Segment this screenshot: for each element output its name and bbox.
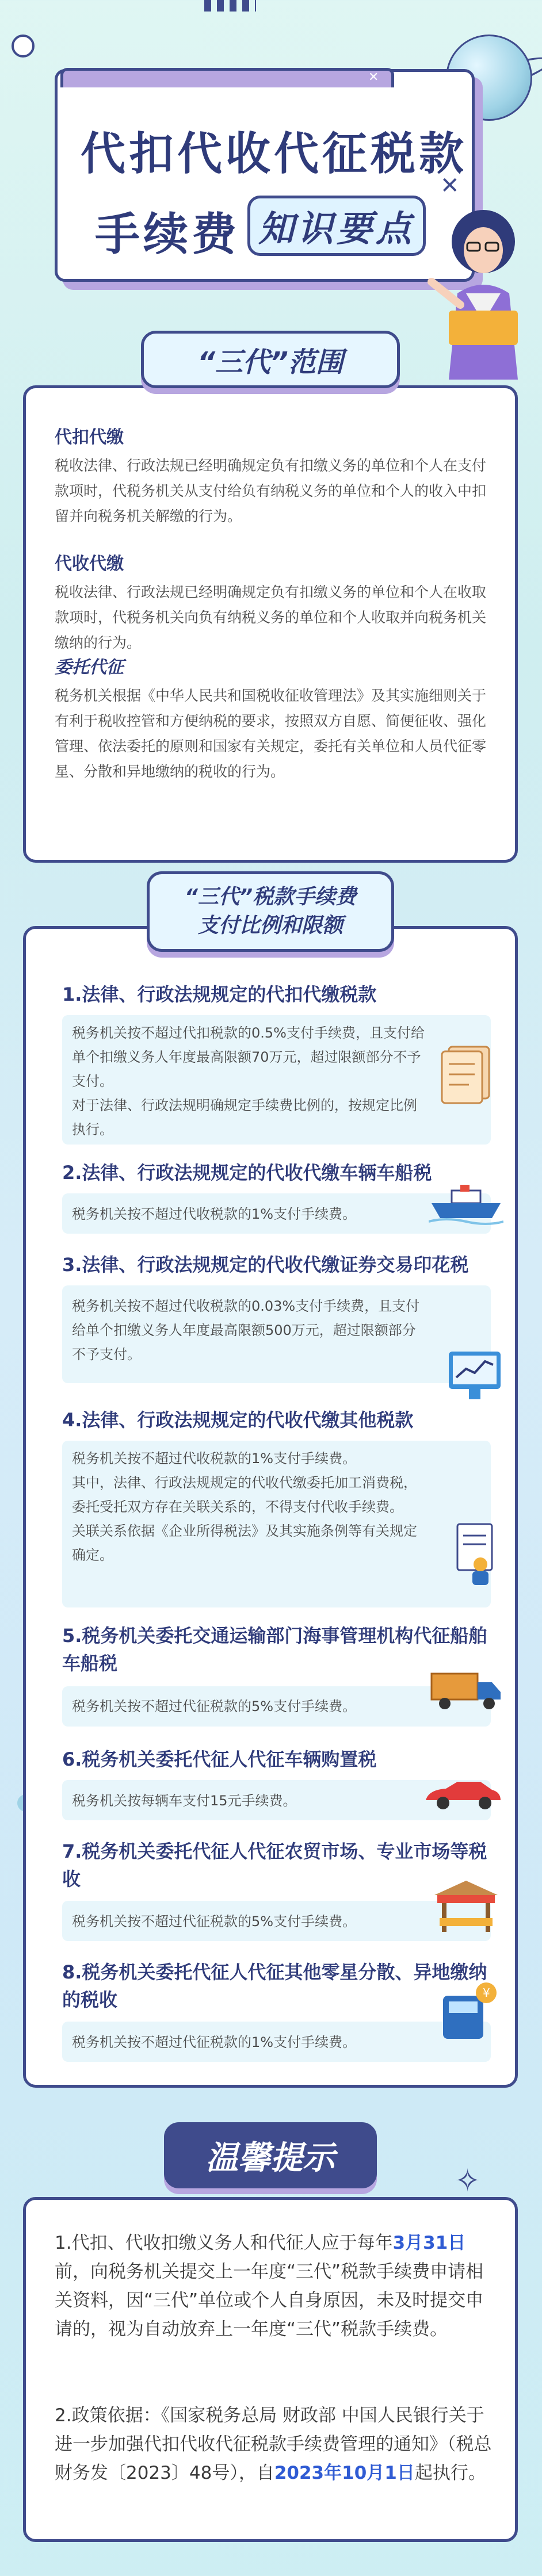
ship-icon bbox=[429, 1185, 503, 1225]
tip1-deadline: 3月31日 bbox=[392, 2233, 466, 2253]
item-text: 税务机关按不超过代征税款的5%支付手续费。 bbox=[72, 1698, 357, 1714]
title-tab bbox=[60, 68, 394, 87]
item-title: 8.税务机关委托代征人代征其他零星分散、异地缴纳的税收 bbox=[62, 1961, 487, 2011]
market-stall-icon bbox=[432, 1878, 501, 1935]
item-title: 3.法律、行政法规规定的代收代缴证券交易印花税 bbox=[62, 1254, 469, 1276]
item-title: 7.税务机关委托代征人代征农贸市场、专业市场等税收 bbox=[62, 1840, 487, 1890]
tip-paragraph-1 bbox=[55, 2229, 492, 2344]
section-heading-tips: 温馨提示 bbox=[164, 2122, 377, 2188]
item-text: 税务机关按不超过代收税款的0.03%支付手续费，且支付给单个扣缴义务人年度最高限额500万元，超过限额部分不予支付。 bbox=[72, 1298, 420, 1362]
item-text: 税收法律、行政法规已经明确规定负有扣缴义务的单位和个人在收取款项时，代税务机关向负有纳税义务的单位和个人收取并向税务机关缴纳的行为。 bbox=[55, 584, 487, 651]
item-text: 税收法律、行政法规已经明确规定负有扣缴义务的单位和个人在支付款项时，代税务机关从支付给负有纳税义务的单位和个人的收入中扣留并向税务机关解缴的行为。 bbox=[55, 457, 487, 525]
item-text: 税务机关按不超过代征税款的5%支付手续费。 bbox=[72, 1913, 357, 1930]
tip2-text-b: 起执行。 bbox=[414, 2463, 486, 2483]
item-title: 1.法律、行政法规规定的代扣代缴税款 bbox=[62, 983, 377, 1005]
item-title: 2.法律、行政法规规定的代收代缴车辆车船税 bbox=[62, 1162, 432, 1184]
section-heading-line2: 支付比例和限额 bbox=[197, 914, 343, 937]
item-text: 税务机关按不超过代征税款的1%支付手续费。 bbox=[72, 2034, 357, 2050]
page-title-line1: 代扣代收代征税款 bbox=[81, 128, 468, 180]
item-text: 税务机关按不超过代收税款的1%支付手续费。 其中，法律、行政法规规定的代收代缴委托加工消费税，委托受托双方存在关联关系的，不得支付代收手续费。 关联关系依据《企业所得税法》及其实施条例等有关规定确定。 bbox=[72, 1450, 417, 1563]
chart-screen-icon bbox=[446, 1349, 509, 1406]
sparkle-icon: ✧ bbox=[455, 2162, 481, 2199]
notepad-icon bbox=[437, 1041, 495, 1104]
car-icon bbox=[423, 1777, 503, 1812]
truck-icon bbox=[429, 1668, 503, 1714]
title-badge: 知识要点 bbox=[247, 196, 426, 256]
tip1-text-a: 1.代扣、代收扣缴义务人和代征人应于每年 bbox=[55, 2233, 393, 2253]
section-heading-line1: “三代”税款手续费 bbox=[184, 885, 357, 909]
item-title: 4.法律、行政法规规定的代收代缴其他税款 bbox=[62, 1409, 414, 1431]
payment-terminal-icon bbox=[434, 1978, 503, 2042]
item-text: 税务机关根据《中华人民共和国税收征收管理法》及其实施细则关于有利于税收控管和方便纳税的要求，按照双方自愿、简便征收、强化管理、依法委托的原则和国家有关规定，委托有关单位和人员代征零星、分散和异地缴纳的税收的行为。 bbox=[55, 687, 487, 780]
item-title: 5.税务机关委托交通运输部门海事管理机构代征船舶车船税 bbox=[62, 1625, 487, 1674]
tip-paragraph-2 bbox=[55, 2401, 492, 2487]
close-decoration-icon: ✕ bbox=[368, 70, 379, 85]
item-text: 税务机关按不超过代扣税款的0.5%支付手续费，且支付给单个扣缴义务人年度最高限额70万元，超过限额部分不予支付。 对于法律、行政法规明确规定手续费比例的，按规定比例执行。 bbox=[72, 1025, 425, 1138]
top-stripes bbox=[204, 0, 256, 12]
section-heading-scope: “三代”范围 bbox=[141, 331, 400, 388]
page-title-line2: 手续费 bbox=[95, 209, 241, 261]
section-heading-fee bbox=[147, 871, 394, 952]
deco-x-icon: ✕ bbox=[440, 173, 460, 199]
svg-text:¥: ¥ bbox=[483, 1986, 490, 2000]
item-text: 税务机关按不超过代收税款的1%支付手续费。 bbox=[72, 1206, 357, 1222]
tip1-text-b: 前，向税务机关提交上一年度“三代”税款手续费申请相关资料，因“三代”单位或个人自身原因，未及时提交申请的，视为自动放弃上一年度“三代”税款手续费。 bbox=[55, 2261, 484, 2340]
tip2-effective-date: 2023年10月1日 bbox=[274, 2463, 415, 2483]
tip2-text-a: 2.政策依据：《国家税务总局 财政部 中国人民银行关于进一步加强代扣代收代征税款手续费管理的通知》（税总财务发〔2023〕48号），自 bbox=[55, 2405, 492, 2483]
item-text: 税务机关按每辆车支付15元手续费。 bbox=[72, 1793, 297, 1809]
item-title: 代扣代缴 bbox=[55, 427, 124, 447]
teacher-illustration bbox=[426, 207, 535, 391]
item-title: 委托代征 bbox=[55, 657, 124, 678]
document-person-icon bbox=[446, 1518, 503, 1587]
item-title: 6.税务机关委托代征人代征车辆购置税 bbox=[62, 1748, 377, 1770]
item-title: 代收代缴 bbox=[55, 554, 124, 574]
deco-circle bbox=[12, 35, 35, 58]
